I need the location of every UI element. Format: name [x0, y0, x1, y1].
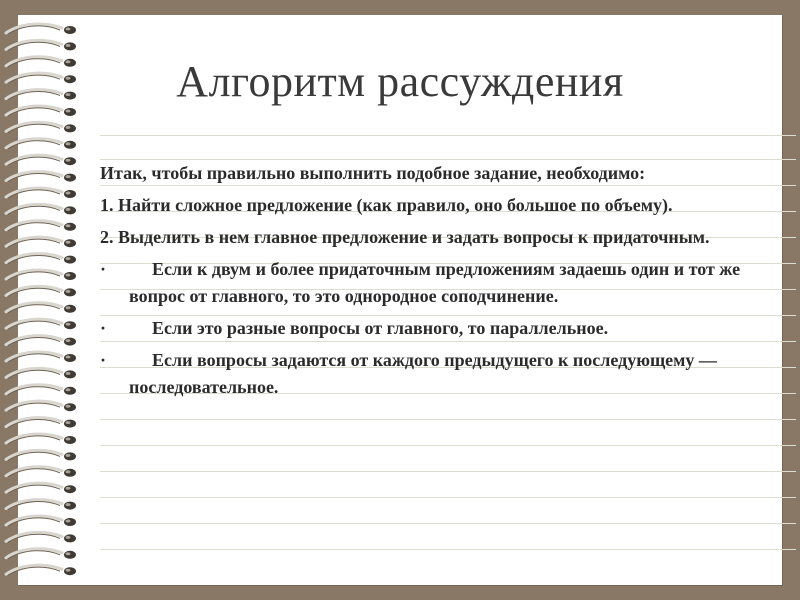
slide-body — [100, 160, 780, 401]
bullet-paragraph — [100, 347, 780, 401]
spiral-ring-icon — [6, 385, 76, 395]
spiral-ring-icon — [6, 221, 76, 231]
ruled-line — [100, 497, 796, 498]
spiral-ring-icon — [6, 467, 76, 477]
bullet-paragraph — [100, 315, 780, 342]
bullet-marker: · — [100, 350, 107, 370]
spiral-ring-icon — [6, 106, 76, 116]
spiral-ring-icon — [6, 549, 76, 559]
ruled-line — [100, 135, 796, 136]
spiral-ring-icon — [6, 270, 76, 280]
spiral-ring-icon — [6, 516, 76, 526]
spiral-ring-icon — [6, 418, 76, 428]
spiral-ring-icon — [6, 500, 76, 510]
spiral-ring-icon — [6, 434, 76, 444]
intro-text: Итак, чтобы правильно выполнить подобное задание, необходимо: — [100, 163, 646, 183]
spiral-ring-icon — [6, 352, 76, 362]
spiral-ring-icon — [6, 254, 76, 264]
step-2-paragraph — [100, 224, 780, 251]
step-1-paragraph — [100, 192, 780, 219]
spiral-ring-icon — [6, 483, 76, 493]
slide-title: Алгоритм рассуждения — [176, 57, 624, 106]
ruled-line — [100, 523, 796, 524]
spiral-ring-icon — [6, 204, 76, 214]
ruled-line — [100, 445, 796, 446]
spiral-ring-icon — [6, 188, 76, 198]
bullet-homogeneous-text: Если к двум и более придаточным предложениям задаешь один и тот же вопрос от главного, то это однородное соподчинение. — [129, 259, 741, 306]
spiral-ring-icon — [6, 450, 76, 460]
spiral-ring-icon — [6, 24, 76, 34]
spiral-ring-icon — [6, 40, 76, 50]
spiral-ring-icon — [6, 565, 76, 575]
bullet-paragraph — [100, 256, 780, 310]
spiral-ring-icon — [6, 237, 76, 247]
spiral-ring-icon — [6, 401, 76, 411]
spiral-ring-icon — [6, 155, 76, 165]
bullet-marker: · — [100, 318, 107, 338]
spiral-ring-icon — [6, 336, 76, 346]
bullet-sequential-text: Если вопросы задаются от каждого предыдущего к последующему — последовательное. — [129, 350, 717, 397]
spiral-ring-icon — [6, 286, 76, 296]
spiral-ring-icon — [6, 172, 76, 182]
step-2-text: 2. Выделить в нем главное предложение и задать вопросы к придаточным. — [100, 227, 710, 247]
spiral-ring-icon — [6, 319, 76, 329]
bullet-parallel-text: Если это разные вопросы от главного, то параллельное. — [152, 318, 609, 338]
spiral-ring-icon — [6, 122, 76, 132]
spiral-ring-icon — [6, 532, 76, 542]
spiral-ring-icon — [6, 303, 76, 313]
ruled-line — [100, 419, 796, 420]
bullet-marker: · — [100, 259, 107, 279]
spiral-ring-icon — [6, 139, 76, 149]
ruled-line — [100, 471, 796, 472]
step-1-text: 1. Найти сложное предложение (как правило, оно большое по объему). — [100, 195, 673, 215]
spiral-ring-icon — [6, 368, 76, 378]
intro-paragraph — [100, 160, 780, 187]
ruled-line — [100, 549, 796, 550]
